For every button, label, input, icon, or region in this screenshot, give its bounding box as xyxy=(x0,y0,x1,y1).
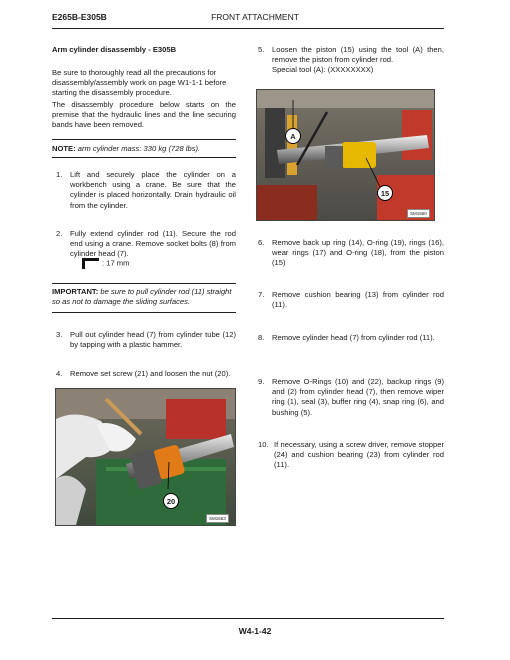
important-text: be sure to pull cylinder rod (11) straight so as not to damage the sliding surfaces. xyxy=(52,287,232,307)
step-text: If necessary, using a screw driver, remove stopper (24) and cushion bearing (23) from cylinder rod (11). xyxy=(274,440,444,470)
step-number: 4. xyxy=(56,369,63,378)
step-number: 10. xyxy=(258,440,269,449)
photo-id: SM1660 xyxy=(407,209,430,218)
callout-20: 20 xyxy=(163,493,179,509)
step-2 xyxy=(56,229,236,260)
workshop-photo-illustration xyxy=(56,389,235,525)
photo-piston-removal xyxy=(256,89,435,221)
photo-id: SM1663 xyxy=(206,514,229,523)
special-tool: Special tool (A): (XXXXXXXX) xyxy=(272,65,374,74)
step-text: Pull out cylinder head (7) from cylinder tube (12) by tapping with a plastic hammer. xyxy=(70,330,236,350)
page-number: W4-1-42 xyxy=(238,626,272,636)
step-text: Remove cylinder head (7) from cylinder rod (11). xyxy=(272,333,435,342)
step-number: 8. xyxy=(258,333,265,342)
tool-size-value: : 17 mm xyxy=(102,258,130,268)
important-rule-bottom xyxy=(52,312,236,313)
wrench-icon xyxy=(82,258,99,269)
note-rule-bottom xyxy=(52,157,236,158)
important-block xyxy=(52,287,236,307)
intro-paragraph: Be sure to thoroughly read all the precautions for disassembly/assembly work on page W1-1-1 before starting the disassembly procedure. xyxy=(52,68,227,98)
step-number: 3. xyxy=(56,330,63,339)
step-3 xyxy=(56,330,236,350)
step-number: 2. xyxy=(56,229,63,238)
step-4 xyxy=(56,369,236,379)
note-rule-top xyxy=(52,139,236,140)
footer-rule xyxy=(52,618,444,619)
step-text: Lift and securely place the cylinder on a workbench using a crane. Be sure that the cylinder is placed horizontally. Drain hydraulic oil from the cylinder. xyxy=(70,170,236,210)
step-8 xyxy=(258,333,444,343)
important-label: IMPORTANT: xyxy=(52,287,99,296)
callout-15: 15 xyxy=(377,185,393,201)
note-label: NOTE: xyxy=(52,144,76,153)
important-rule-top xyxy=(52,283,236,284)
step-5 xyxy=(258,45,444,65)
step-text: Fully extend cylinder rod (11). Secure the rod end using a crane. Remove socket bolts (8) from cylinder head (7). xyxy=(70,229,236,259)
step-text: Loosen the piston (15) using the tool (A) then, remove the piston from cylinder rod. xyxy=(272,45,444,65)
tool-size xyxy=(82,258,129,269)
step-text: Remove cushion bearing (13) from cylinder rod (11). xyxy=(272,290,444,310)
step-text: Remove back up ring (14), O-ring (19), rings (16), wear rings (17) and O-ring (18), from the piston (15) xyxy=(272,238,444,268)
step-text: Remove O-Rings (10) and (22), backup rings (9) and (2) from cylinder head (7), then remove wiper ring (1), seal (3), buffer ring (4), snap ring (6), and bushing (5). xyxy=(272,377,444,417)
step-text: Remove set screw (21) and loosen the nut (20). xyxy=(70,369,231,378)
step-number: 1. xyxy=(56,170,63,179)
section-title: FRONT ATTACHMENT xyxy=(211,12,299,22)
workshop-photo-illustration xyxy=(257,90,434,220)
callout-a: A xyxy=(285,128,301,144)
photo-nut-removal xyxy=(55,388,236,526)
step-number: 6. xyxy=(258,238,265,247)
step-9 xyxy=(258,377,444,418)
step-6 xyxy=(258,238,444,269)
section-heading: Arm cylinder disassembly - E305B xyxy=(52,45,177,54)
step-10 xyxy=(258,440,444,471)
step-1 xyxy=(56,170,236,211)
step-number: 5. xyxy=(258,45,265,54)
step-7 xyxy=(258,290,444,310)
step-number: 9. xyxy=(258,377,265,386)
document-model: E265B-E305B xyxy=(52,12,107,22)
premise-paragraph: The disassembly procedure below starts on the premise that the hydraulic lines and the line securing bands have been removed. xyxy=(52,100,236,130)
note-text: arm cylinder mass: 330 kg (728 lbs). xyxy=(75,144,201,153)
note-block xyxy=(52,144,236,154)
step-number: 7. xyxy=(258,290,265,299)
header-rule xyxy=(52,28,444,29)
